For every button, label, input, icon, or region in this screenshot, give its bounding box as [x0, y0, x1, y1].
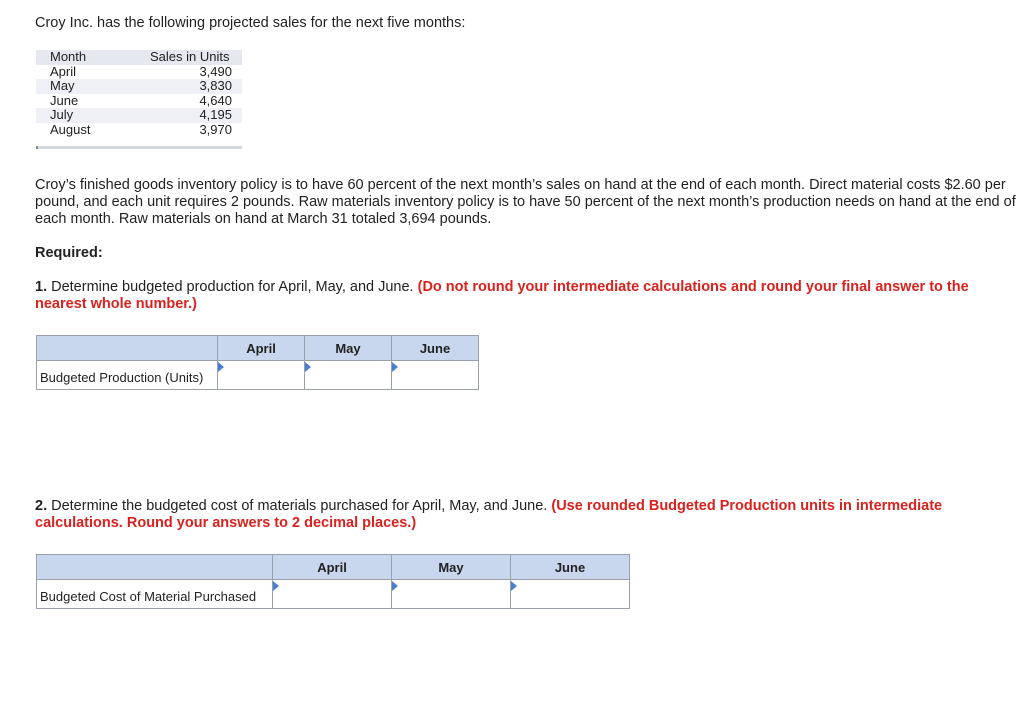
header-blank [37, 336, 218, 361]
sales-cell: 3,490 [199, 63, 232, 79]
month-cell: April [50, 63, 77, 79]
month-cell: June [50, 92, 79, 108]
header-month: Month [50, 49, 87, 64]
sales-cell: 3,830 [199, 78, 232, 94]
input-marker-icon [511, 581, 517, 591]
month-cell: July [50, 107, 74, 123]
table-header-row [37, 555, 630, 580]
april-cost-input[interactable] [273, 584, 391, 608]
question-1 [35, 279, 995, 313]
input-marker-icon [218, 362, 224, 372]
header-april: April [218, 336, 305, 361]
question-2-number: 2. [35, 498, 48, 514]
header-sales: Sales in Units [150, 49, 230, 64]
intro-text: Croy Inc. has the following projected sales for the next five months: [35, 15, 466, 31]
may-cell [392, 580, 511, 609]
question-2-text: Determine the budgeted cost of materials purchased for April, May, and June. [47, 498, 552, 514]
table-header-row [37, 336, 479, 361]
april-cell [218, 361, 305, 390]
header-june: June [392, 336, 479, 361]
sales-cell: 4,195 [199, 107, 232, 123]
june-cost-input[interactable] [511, 584, 629, 608]
table-row [37, 580, 630, 609]
table-row [36, 65, 242, 80]
input-marker-icon [392, 581, 398, 591]
input-marker-icon [305, 362, 311, 372]
question-2 [35, 498, 995, 532]
table-row [36, 123, 242, 138]
question-1-number: 1. [35, 279, 48, 295]
input-marker-icon [392, 362, 398, 372]
header-may: May [305, 336, 392, 361]
june-cell [392, 361, 479, 390]
sales-cell: 3,970 [199, 121, 232, 137]
header-may: May [392, 555, 511, 580]
question-2-instruction: (Use rounded Budgeted Production units in intermediate calculations. Round your answers to 2 decimal places.) [35, 498, 943, 531]
table-scroll-bar [36, 146, 242, 149]
sales-table [36, 50, 242, 149]
required-heading: Required: [35, 245, 103, 261]
april-production-input[interactable] [218, 365, 304, 389]
budgeted-production-table [36, 335, 479, 390]
may-production-input[interactable] [305, 365, 391, 389]
june-cell [511, 580, 630, 609]
table-row [36, 79, 242, 94]
may-cell [305, 361, 392, 390]
header-april: April [273, 555, 392, 580]
month-cell: May [50, 78, 75, 94]
input-marker-icon [273, 581, 279, 591]
row-label: Budgeted Cost of Material Purchased [37, 580, 273, 609]
policy-text: Croy’s finished goods inventory policy is to have 60 percent of the next month’s sales on hand at the end of each month. Direct material costs $2.60 per pound, and each unit requires 2 pounds. Raw materials inventory policy is to have 50 percent of the next month’s production needs on hand at the end of each month. Raw materials on hand at March 31 totaled 3,694 pounds. [35, 177, 1016, 227]
june-production-input[interactable] [392, 365, 478, 389]
table-row [36, 108, 242, 123]
budgeted-cost-table [36, 554, 630, 609]
sales-table-header [36, 50, 242, 65]
april-cell [273, 580, 392, 609]
table-row [37, 361, 479, 390]
month-cell: August [50, 121, 91, 137]
row-label: Budgeted Production (Units) [37, 361, 218, 390]
question-1-text: Determine budgeted production for April, May, and June. [47, 279, 418, 295]
question-1-instruction: (Do not round your intermediate calculations and round your final answer to the nearest whole number.) [35, 279, 969, 312]
header-june: June [511, 555, 630, 580]
sales-cell: 4,640 [199, 92, 232, 108]
may-cost-input[interactable] [392, 584, 510, 608]
header-blank [37, 555, 273, 580]
table-row [36, 94, 242, 109]
